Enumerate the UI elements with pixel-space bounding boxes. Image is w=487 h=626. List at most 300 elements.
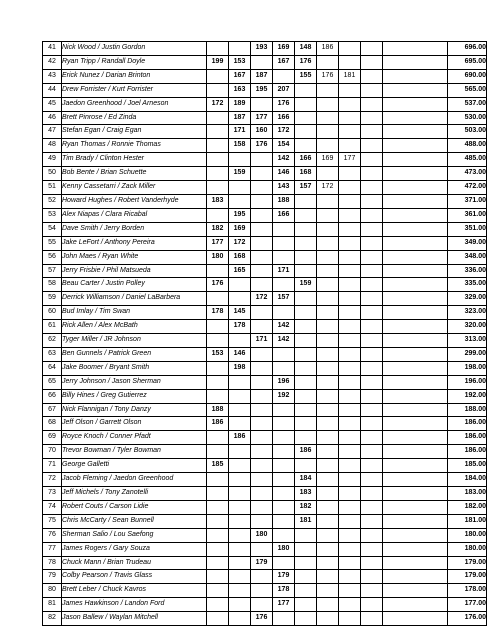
score-cell: 157 (295, 181, 317, 195)
total-cell: 503.00 (448, 125, 487, 139)
rank-cell: 61 (43, 320, 62, 334)
rank-cell: 45 (43, 97, 62, 111)
score-cell (207, 181, 229, 195)
table-row (43, 278, 487, 292)
score-cell (229, 375, 251, 389)
score-cell: 176 (295, 55, 317, 69)
score-cell (361, 181, 383, 195)
table-row (43, 347, 487, 361)
table-row (43, 528, 487, 542)
score-cell (207, 83, 229, 97)
score-cell (207, 556, 229, 570)
score-cell (273, 500, 295, 514)
table-row (43, 389, 487, 403)
total-cell: 485.00 (448, 153, 487, 167)
table-row (43, 487, 487, 501)
score-cell (229, 334, 251, 348)
score-cell (361, 598, 383, 612)
score-cell: 167 (273, 55, 295, 69)
score-cell (207, 500, 229, 514)
score-cell (339, 403, 361, 417)
rank-cell: 48 (43, 139, 62, 153)
table-row (43, 612, 487, 626)
score-cell (295, 292, 317, 306)
table-row (43, 584, 487, 598)
total-cell: 690.00 (448, 69, 487, 83)
score-cell (229, 153, 251, 167)
score-cell: 155 (295, 69, 317, 83)
score-cell (361, 375, 383, 389)
rank-cell: 50 (43, 167, 62, 181)
score-cell: 146 (229, 347, 251, 361)
score-cell (229, 278, 251, 292)
spacer-cell (383, 487, 448, 501)
score-cell (273, 222, 295, 236)
score-cell (317, 139, 339, 153)
table-row (43, 139, 487, 153)
total-cell: 336.00 (448, 264, 487, 278)
score-cell (295, 83, 317, 97)
team-name-cell: Robert Couts / Carson Lidie (62, 500, 207, 514)
score-cell (339, 514, 361, 528)
total-cell: 183.00 (448, 487, 487, 501)
spacer-cell (383, 167, 448, 181)
score-cell (295, 320, 317, 334)
score-cell: 195 (251, 83, 273, 97)
score-cell (339, 445, 361, 459)
score-cell (317, 97, 339, 111)
score-cell: 177 (251, 111, 273, 125)
total-cell: 186.00 (448, 417, 487, 431)
score-cell (339, 208, 361, 222)
score-cell (361, 403, 383, 417)
team-name-cell: Ryan Thomas / Ronnie Thomas (62, 139, 207, 153)
score-cell (317, 431, 339, 445)
spacer-cell (383, 528, 448, 542)
score-cell (295, 431, 317, 445)
score-cell (273, 250, 295, 264)
score-cell (295, 612, 317, 626)
team-name-cell: Tim Brady / Clinton Hester (62, 153, 207, 167)
total-cell: 179.00 (448, 556, 487, 570)
total-cell: 329.00 (448, 292, 487, 306)
score-cell (273, 306, 295, 320)
score-cell (361, 570, 383, 584)
score-cell: 196 (273, 375, 295, 389)
table-row (43, 445, 487, 459)
score-cell: 186 (295, 445, 317, 459)
score-cell (251, 514, 273, 528)
score-cell: 178 (229, 320, 251, 334)
score-cell (295, 598, 317, 612)
team-name-cell: Colby Pearson / Travis Glass (62, 570, 207, 584)
score-cell (317, 320, 339, 334)
score-cell (317, 361, 339, 375)
team-name-cell: Brett Leber / Chuck Kavros (62, 584, 207, 598)
spacer-cell (383, 347, 448, 361)
team-name-cell: Chuck Mann / Brian Trudeau (62, 556, 207, 570)
score-cell (229, 570, 251, 584)
team-name-cell: Rick Allen / Alex McBath (62, 320, 207, 334)
score-cell (207, 139, 229, 153)
score-cell (229, 556, 251, 570)
score-cell (339, 83, 361, 97)
score-cell (361, 431, 383, 445)
spacer-cell (383, 361, 448, 375)
score-cell (317, 473, 339, 487)
team-name-cell: Ben Gunnels / Patrick Green (62, 347, 207, 361)
score-cell: 176 (273, 97, 295, 111)
rank-cell: 68 (43, 417, 62, 431)
team-name-cell: Royce Knoch / Conner Pfadt (62, 431, 207, 445)
score-cell (295, 403, 317, 417)
team-name-cell: Jason Ballew / Waylan Mitchell (62, 612, 207, 626)
score-cell (317, 167, 339, 181)
table-row (43, 417, 487, 431)
total-cell: 186.00 (448, 445, 487, 459)
score-cell (251, 264, 273, 278)
rank-cell: 41 (43, 42, 62, 56)
rank-cell: 74 (43, 500, 62, 514)
rank-cell: 80 (43, 584, 62, 598)
score-cell (361, 83, 383, 97)
score-cell (207, 598, 229, 612)
score-cell: 187 (251, 69, 273, 83)
table-row (43, 250, 487, 264)
score-cell (251, 403, 273, 417)
score-cell (361, 125, 383, 139)
rank-cell: 42 (43, 55, 62, 69)
score-cell (361, 584, 383, 598)
score-cell (295, 208, 317, 222)
score-cell: 176 (251, 612, 273, 626)
score-cell (317, 264, 339, 278)
spacer-cell (383, 55, 448, 69)
score-cell (339, 459, 361, 473)
score-cell (273, 361, 295, 375)
spacer-cell (383, 181, 448, 195)
total-cell: 537.00 (448, 97, 487, 111)
table-row (43, 556, 487, 570)
score-cell (207, 375, 229, 389)
team-name-cell: Trevor Bowman / Tyler Bowman (62, 445, 207, 459)
score-cell (339, 306, 361, 320)
score-cell (361, 306, 383, 320)
spacer-cell (383, 431, 448, 445)
score-cell (273, 347, 295, 361)
score-cell (317, 598, 339, 612)
score-cell: 142 (273, 320, 295, 334)
score-cell (251, 361, 273, 375)
team-name-cell: Bud Imlay / Tim Swan (62, 306, 207, 320)
score-cell: 145 (229, 306, 251, 320)
score-cell: 187 (229, 111, 251, 125)
score-cell (229, 528, 251, 542)
score-cell (229, 500, 251, 514)
rank-cell: 62 (43, 334, 62, 348)
score-cell: 166 (273, 208, 295, 222)
score-cell (273, 431, 295, 445)
score-cell (361, 69, 383, 83)
spacer-cell (383, 417, 448, 431)
score-cell (207, 292, 229, 306)
rank-cell: 78 (43, 556, 62, 570)
score-cell (361, 264, 383, 278)
team-name-cell: Dave Smith / Jerry Borden (62, 222, 207, 236)
score-cell (339, 500, 361, 514)
score-cell (339, 570, 361, 584)
score-cell: 199 (207, 55, 229, 69)
score-cell (361, 389, 383, 403)
score-cell (339, 542, 361, 556)
score-cell (229, 473, 251, 487)
score-cell (361, 208, 383, 222)
score-cell (251, 278, 273, 292)
score-cell: 168 (295, 167, 317, 181)
score-cell (317, 389, 339, 403)
score-cell: 158 (229, 139, 251, 153)
score-cell (361, 153, 383, 167)
score-cell (207, 42, 229, 56)
score-cell (273, 417, 295, 431)
table-row (43, 431, 487, 445)
score-cell (339, 375, 361, 389)
team-name-cell: Bob Bente / Brian Schuette (62, 167, 207, 181)
score-cell: 142 (273, 334, 295, 348)
score-cell: 179 (251, 556, 273, 570)
score-cell (251, 417, 273, 431)
table-row (43, 208, 487, 222)
score-cell (295, 194, 317, 208)
score-cell: 159 (295, 278, 317, 292)
score-cell (361, 236, 383, 250)
score-cell (317, 514, 339, 528)
rank-cell: 81 (43, 598, 62, 612)
score-cell (317, 125, 339, 139)
score-cell (361, 292, 383, 306)
score-cell (229, 42, 251, 56)
rank-cell: 49 (43, 153, 62, 167)
rank-cell: 60 (43, 306, 62, 320)
score-cell (295, 111, 317, 125)
total-cell: 179.00 (448, 570, 487, 584)
score-cell (339, 181, 361, 195)
total-cell: 192.00 (448, 389, 487, 403)
score-cell (339, 222, 361, 236)
score-cell (361, 445, 383, 459)
score-cell (339, 264, 361, 278)
score-cell: 154 (273, 139, 295, 153)
score-cell (361, 459, 383, 473)
table-row (43, 264, 487, 278)
table-row (43, 542, 487, 556)
team-name-cell: Howard Hughes / Robert Vanderhyde (62, 194, 207, 208)
score-cell (317, 334, 339, 348)
score-cell (361, 320, 383, 334)
score-cell (361, 500, 383, 514)
score-cell: 168 (229, 250, 251, 264)
score-cell: 177 (207, 236, 229, 250)
score-cell (273, 278, 295, 292)
score-cell: 153 (229, 55, 251, 69)
score-cell: 142 (273, 153, 295, 167)
score-cell (317, 55, 339, 69)
table-row (43, 473, 487, 487)
team-name-cell: Jacob Fleming / Jaedon Greenhood (62, 473, 207, 487)
rank-cell: 47 (43, 125, 62, 139)
score-cell (229, 292, 251, 306)
total-cell: 351.00 (448, 222, 487, 236)
spacer-cell (383, 389, 448, 403)
score-cell (207, 570, 229, 584)
rank-cell: 54 (43, 222, 62, 236)
total-cell: 696.00 (448, 42, 487, 56)
team-name-cell: Jeff Michels / Tony Zanotelli (62, 487, 207, 501)
score-cell (251, 208, 273, 222)
score-cell (207, 208, 229, 222)
total-cell: 180.00 (448, 528, 487, 542)
table-row (43, 292, 487, 306)
score-cell: 176 (207, 278, 229, 292)
score-cell (339, 250, 361, 264)
score-cell (361, 222, 383, 236)
standings-table (42, 41, 487, 626)
total-cell: 349.00 (448, 236, 487, 250)
score-cell (317, 111, 339, 125)
score-cell (207, 167, 229, 181)
score-cell (251, 542, 273, 556)
score-cell: 180 (207, 250, 229, 264)
score-cell (361, 278, 383, 292)
score-cell (317, 570, 339, 584)
table-row (43, 69, 487, 83)
total-cell: 196.00 (448, 375, 487, 389)
total-cell: 182.00 (448, 500, 487, 514)
total-cell: 176.00 (448, 612, 487, 626)
score-cell (317, 500, 339, 514)
rank-cell: 73 (43, 487, 62, 501)
total-cell: 488.00 (448, 139, 487, 153)
score-cell (207, 445, 229, 459)
score-cell (251, 473, 273, 487)
rank-cell: 53 (43, 208, 62, 222)
score-cell (251, 459, 273, 473)
score-cell (229, 584, 251, 598)
score-cell (339, 167, 361, 181)
spacer-cell (383, 222, 448, 236)
spacer-cell (383, 556, 448, 570)
rank-cell: 82 (43, 612, 62, 626)
score-cell: 181 (339, 69, 361, 83)
score-cell (361, 347, 383, 361)
score-cell: 146 (273, 167, 295, 181)
spacer-cell (383, 42, 448, 56)
team-name-cell: Sherman Salio / Lou Saefong (62, 528, 207, 542)
score-cell (317, 375, 339, 389)
score-cell (295, 139, 317, 153)
table-row (43, 194, 487, 208)
score-cell (295, 584, 317, 598)
score-cell (317, 584, 339, 598)
score-cell (317, 83, 339, 97)
spacer-cell (383, 83, 448, 97)
score-cell (339, 556, 361, 570)
rank-cell: 76 (43, 528, 62, 542)
score-cell (251, 500, 273, 514)
table-row (43, 167, 487, 181)
score-cell (207, 542, 229, 556)
score-cell (273, 556, 295, 570)
score-cell (251, 347, 273, 361)
score-cell (339, 389, 361, 403)
table-row (43, 111, 487, 125)
score-cell (251, 97, 273, 111)
score-cell (317, 459, 339, 473)
score-cell (229, 542, 251, 556)
score-cell (295, 347, 317, 361)
score-cell (339, 347, 361, 361)
score-cell (229, 459, 251, 473)
spacer-cell (383, 250, 448, 264)
team-name-cell: Nick Wood / Justin Gordon (62, 42, 207, 56)
score-cell: 165 (229, 264, 251, 278)
score-cell (339, 431, 361, 445)
team-name-cell: George Galletti (62, 459, 207, 473)
total-cell: 320.00 (448, 320, 487, 334)
table-row (43, 125, 487, 139)
score-cell: 166 (273, 111, 295, 125)
score-cell: 169 (317, 153, 339, 167)
standings-body (43, 42, 487, 626)
score-cell: 186 (317, 42, 339, 56)
score-cell (207, 320, 229, 334)
score-cell: 177 (339, 153, 361, 167)
score-cell (339, 236, 361, 250)
table-row (43, 83, 487, 97)
score-cell (361, 167, 383, 181)
score-cell (361, 612, 383, 626)
score-cell: 153 (207, 347, 229, 361)
score-cell: 180 (251, 528, 273, 542)
score-cell (317, 445, 339, 459)
score-cell (295, 361, 317, 375)
score-cell: 184 (295, 473, 317, 487)
score-cell (207, 487, 229, 501)
score-cell (251, 570, 273, 584)
spacer-cell (383, 278, 448, 292)
rank-cell: 52 (43, 194, 62, 208)
table-row (43, 55, 487, 69)
score-cell (339, 278, 361, 292)
rank-cell: 44 (43, 83, 62, 97)
spacer-cell (383, 514, 448, 528)
total-cell: 177.00 (448, 598, 487, 612)
total-cell: 186.00 (448, 431, 487, 445)
table-row (43, 334, 487, 348)
score-cell (229, 389, 251, 403)
total-cell: 185.00 (448, 459, 487, 473)
spacer-cell (383, 445, 448, 459)
score-cell (339, 292, 361, 306)
score-cell (273, 487, 295, 501)
rank-cell: 69 (43, 431, 62, 445)
score-cell (229, 181, 251, 195)
score-cell (229, 403, 251, 417)
score-cell (229, 612, 251, 626)
score-cell (251, 431, 273, 445)
score-cell (361, 556, 383, 570)
score-cell (339, 139, 361, 153)
